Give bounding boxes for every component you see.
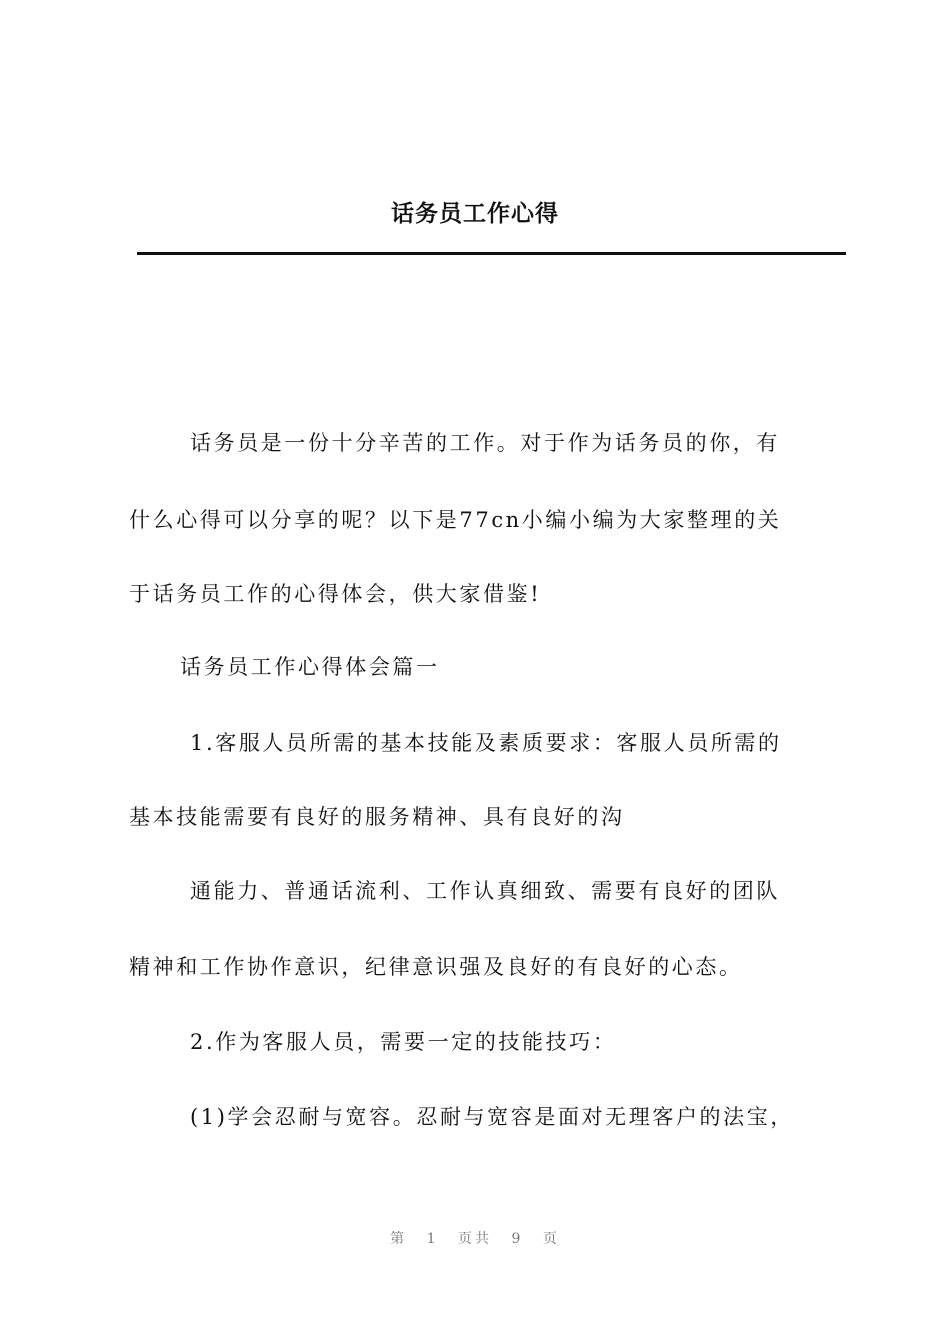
footer-page-number: 1 — [426, 1231, 439, 1247]
body-line-7: 通能力、普通话流利、工作认真细致、需要有良好的团队 — [190, 879, 780, 903]
footer-suffix: 页 — [542, 1231, 560, 1247]
page-title: 话务员工作心得 — [391, 201, 559, 227]
body-line-3: 于话务员工作的心得体会，供大家借鉴! — [129, 582, 542, 606]
footer-total-pages: 9 — [511, 1231, 524, 1247]
footer-middle: 页共 — [458, 1231, 492, 1247]
body-line-5: 1.客服人员所需的基本技能及素质要求：客服人员所需的 — [190, 731, 782, 755]
body-line-1: 话务员是一份十分辛苦的工作。对于作为话务员的你，有 — [190, 431, 780, 455]
page-footer — [0, 1228, 950, 1248]
body-line-10: (1)学会忍耐与宽容。忍耐与宽容是面对无理客户的法宝， — [190, 1105, 794, 1129]
body-line-2: 什么心得可以分享的呢？以下是77cn小编小编为大家整理的关 — [129, 508, 782, 532]
section-heading: 话务员工作心得体会篇一 — [180, 655, 440, 679]
body-line-8: 精神和工作协作意识，纪律意识强及良好的有良好的心态。 — [129, 955, 743, 979]
body-line-9: 2.作为客服人员，需要一定的技能技巧： — [190, 1030, 617, 1054]
footer-prefix: 第 — [390, 1231, 408, 1247]
body-line-6: 基本技能需要有良好的服务精神、具有良好的沟 — [129, 805, 625, 829]
title-rule — [137, 252, 846, 255]
